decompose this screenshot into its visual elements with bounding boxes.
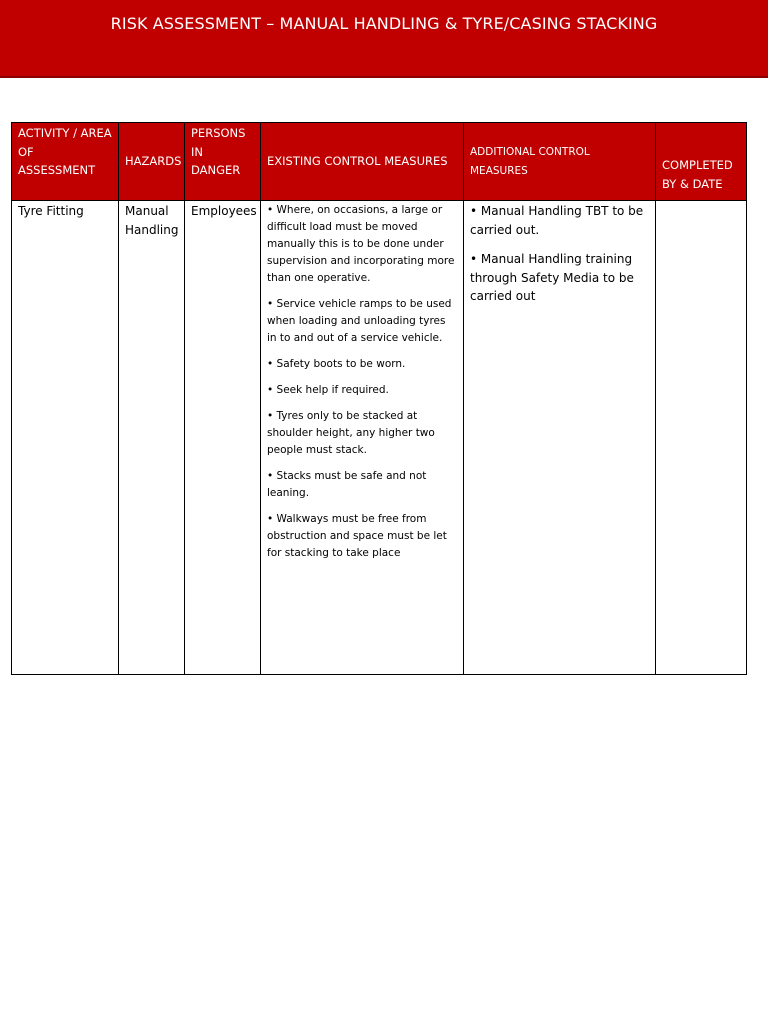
existing-measure-item: • Service vehicle ramps to be used when loading and unloading tyres in to and out of a service vehicle. xyxy=(267,298,452,344)
existing-measure-item: • Where, on occasions, a large or difficult load must be moved manually this is to be done under supervision and incorporating more than one operative. xyxy=(267,204,455,284)
header-activity: ACTIVITY / AREA OF ASSESSMENT xyxy=(12,123,119,201)
header-hazards: HAZARDS xyxy=(119,123,185,201)
additional-measure-item: • Manual Handling TBT to be carried out. xyxy=(470,204,644,237)
table-header-row xyxy=(12,123,747,201)
table-row xyxy=(12,201,747,675)
cell-persons-in-danger: Employees xyxy=(185,201,261,675)
header-completed-by-date: COMPLETED BY & DATE xyxy=(656,123,747,201)
header-persons-in-danger: PERSONS IN DANGER xyxy=(185,123,261,201)
cell-completed-by-date xyxy=(656,201,747,675)
additional-measure-item: • Manual Handling training through Safety Media to be carried out xyxy=(470,252,634,303)
title-banner xyxy=(0,0,768,78)
existing-measure-item: • Stacks must be safe and not leaning. xyxy=(267,470,427,499)
cell-existing-control-measures xyxy=(261,201,464,675)
header-additional-control-measures: ADDITIONAL CONTROL MEASURES xyxy=(464,123,656,201)
existing-measure-item: • Tyres only to be stacked at shoulder height, any higher two people must stack. xyxy=(267,410,435,456)
existing-measure-item: • Safety boots to be worn. xyxy=(267,358,406,370)
document-title: RISK ASSESSMENT – MANUAL HANDLING & TYRE/CASING STACKING xyxy=(110,14,658,33)
existing-measure-item: • Walkways must be free from obstruction and space must be let for stacking to take place xyxy=(267,513,447,559)
cell-activity: Tyre Fitting xyxy=(12,201,119,675)
existing-measure-item: • Seek help if required. xyxy=(267,384,389,396)
header-existing-control-measures: EXISTING CONTROL MEASURES xyxy=(261,123,464,201)
cell-additional-control-measures xyxy=(464,201,656,675)
risk-assessment-table xyxy=(11,122,747,675)
cell-hazards: Manual Handling xyxy=(119,201,185,675)
